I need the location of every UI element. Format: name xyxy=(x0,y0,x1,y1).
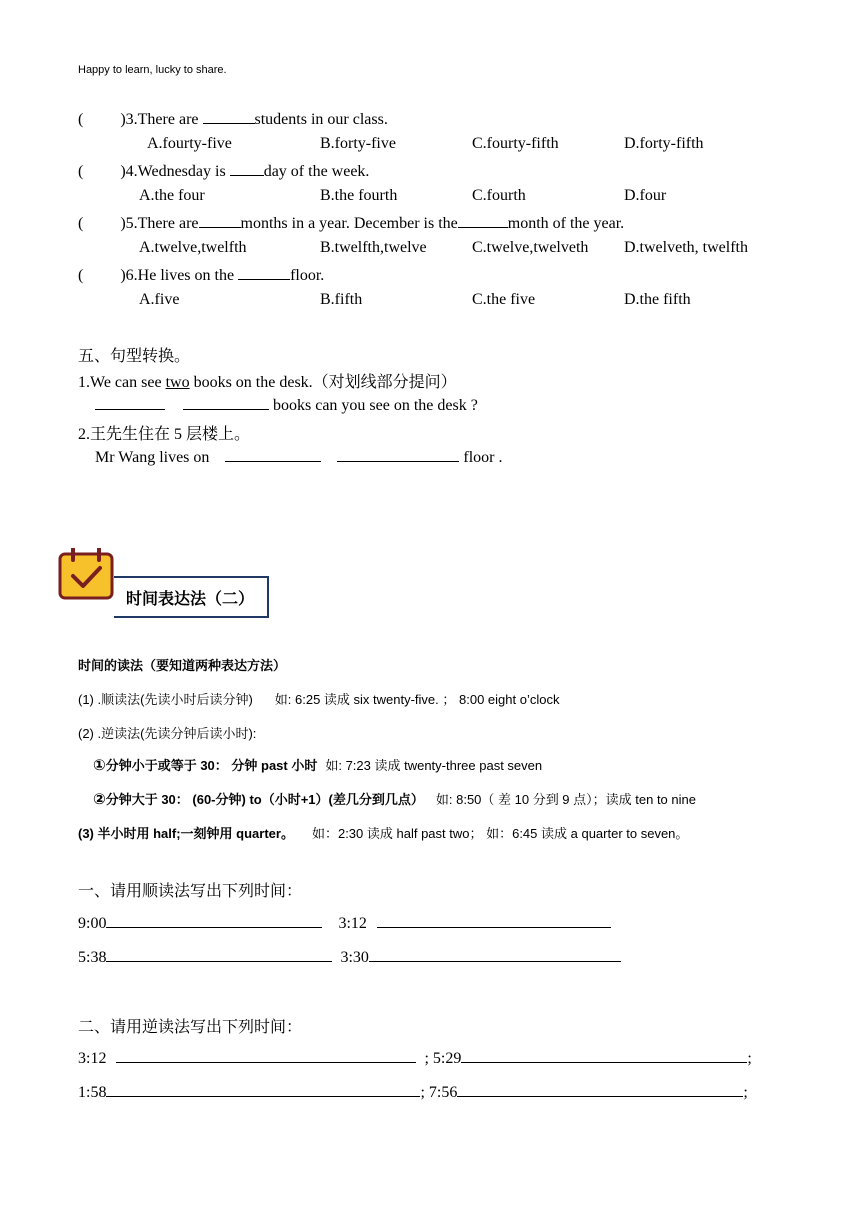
answer-paren-open: ( xyxy=(78,215,84,232)
page-header: Happy to learn, lucky to share. xyxy=(78,64,227,76)
answer-blank[interactable] xyxy=(377,913,611,928)
transform-q1-text: 1.We can see xyxy=(78,374,166,391)
question-stem: floor. xyxy=(290,267,325,284)
rule-example: 如：2:30 读成 half past two； 如：6:45 读成 a quarter to seven。 xyxy=(311,826,689,841)
transform-q2-answer-line xyxy=(95,447,503,467)
time-label: 3:12 xyxy=(338,915,367,932)
transform-q1-text: books can you see on the desk ? xyxy=(273,397,478,414)
answer-blank[interactable] xyxy=(369,947,621,962)
question-stem: 4.Wednesday is xyxy=(125,163,230,180)
answer-blank[interactable] xyxy=(461,1048,747,1063)
rule-text: (1) .顺读法(先读小时后读分钟) xyxy=(78,692,253,707)
option-c: C.the five xyxy=(472,291,536,308)
answer-blank[interactable] xyxy=(106,947,332,962)
transform-q2: 2.王先生住在 5 层楼上。 xyxy=(78,426,251,443)
fill-blank[interactable] xyxy=(230,161,264,176)
fill-blank[interactable] xyxy=(458,213,508,228)
option-b: B.forty-five xyxy=(320,135,396,152)
option-b: B.the fourth xyxy=(320,187,398,204)
time-label: 9:00 xyxy=(78,915,107,932)
rule-text: (3) 半小时用 half;一刻钟用 quarter。 xyxy=(78,826,294,841)
rule-text: 分钟小于或等于 30： 分钟 past 小时 xyxy=(105,758,318,773)
exercise-2-heading: 二、请用逆读法写出下列时间： xyxy=(78,1019,303,1036)
exercise-2-row-2 xyxy=(78,1082,748,1102)
fill-blank[interactable] xyxy=(238,265,290,280)
answer-paren-close: ) xyxy=(120,215,126,232)
rule-text: 分钟大于 30： (60-分钟) to（小时+1）(差几分到几点） xyxy=(105,792,424,807)
option-d: D.four xyxy=(624,187,667,204)
transform-q1-text: books on the desk.（对划线部分提问） xyxy=(189,374,457,391)
option-a: A.fourty-five xyxy=(147,135,232,152)
answer-blank[interactable] xyxy=(106,913,322,928)
answer-blank[interactable] xyxy=(116,1048,416,1063)
option-b: B.fifth xyxy=(320,291,363,308)
rule-example: 如: 8:50（ 差 10 分到 9 点）；读成 ten to nine xyxy=(435,792,696,807)
option-c: C.fourty-fifth xyxy=(472,135,559,152)
question-stem: months in a year. December is the xyxy=(240,215,458,232)
option-a: A.the four xyxy=(139,187,205,204)
transform-heading: 五、句型转换。 xyxy=(78,348,191,365)
time-label: ; 7:56 xyxy=(420,1084,458,1101)
time-label: ; 5:29 xyxy=(424,1050,462,1067)
question-6 xyxy=(78,265,324,285)
question-stem: 6.He lives on the xyxy=(125,267,239,284)
question-stem: month of the year. xyxy=(507,215,625,232)
fill-blank[interactable] xyxy=(337,447,459,462)
fill-blank[interactable] xyxy=(199,213,241,228)
question-stem: 5.There are xyxy=(125,215,199,232)
rule-3 xyxy=(78,823,688,842)
option-d: D.twelveth, twelfth xyxy=(624,239,748,256)
rule-2b xyxy=(93,789,696,808)
question-stem: students in our class. xyxy=(254,111,388,128)
exercise-1-row-1 xyxy=(78,913,611,933)
circled-number: ② xyxy=(93,790,106,808)
rule-example: 如: 7:23 读成 twenty-three past seven xyxy=(325,758,543,773)
semicolon: ; xyxy=(743,1084,748,1101)
answer-paren-open: ( xyxy=(78,111,84,128)
circled-number: ① xyxy=(93,756,106,774)
answer-blank[interactable] xyxy=(457,1082,743,1097)
question-4 xyxy=(78,161,369,181)
answer-paren-close: ) xyxy=(120,111,126,128)
question-stem: day of the week. xyxy=(263,163,370,180)
transform-q1-answer-line xyxy=(95,395,478,415)
answer-paren-close: ) xyxy=(120,267,126,284)
fill-blank[interactable] xyxy=(183,395,269,410)
rule-2a xyxy=(93,755,542,774)
question-5 xyxy=(78,213,624,233)
rule-2: (2) .逆读法(先读分钟后读小时): xyxy=(78,726,257,741)
rule-1 xyxy=(78,689,559,708)
option-a: A.five xyxy=(139,291,180,308)
answer-blank[interactable] xyxy=(106,1082,420,1097)
transform-q1 xyxy=(78,369,457,392)
answer-paren-open: ( xyxy=(78,267,84,284)
time-label: 3:30 xyxy=(340,949,369,966)
fill-blank[interactable] xyxy=(203,109,255,124)
fill-blank[interactable] xyxy=(225,447,321,462)
exercise-1-heading: 一、请用顺读法写出下列时间： xyxy=(78,883,303,900)
calendar-check-icon xyxy=(58,548,114,600)
option-d: D.the fifth xyxy=(624,291,691,308)
time-label: 1:58 xyxy=(78,1084,107,1101)
transform-q2-text: floor . xyxy=(463,449,503,466)
question-3 xyxy=(78,109,388,129)
time-label: 5:38 xyxy=(78,949,107,966)
semicolon: ; xyxy=(747,1050,752,1067)
exercise-1-row-2 xyxy=(78,947,621,967)
exercise-2-row-1 xyxy=(78,1048,752,1068)
rules-heading: 时间的读法（要知道两种表达方法） xyxy=(78,658,287,673)
section-title: 时间表达法（二） xyxy=(126,589,255,608)
answer-paren-open: ( xyxy=(78,163,84,180)
time-label: 3:12 xyxy=(78,1050,107,1067)
option-c: C.twelve,twelveth xyxy=(472,239,589,256)
option-d: D.forty-fifth xyxy=(624,135,704,152)
option-c: C.fourth xyxy=(472,187,526,204)
fill-blank[interactable] xyxy=(95,395,165,410)
question-stem: 3.There are xyxy=(125,111,203,128)
rule-example: 如: 6:25 读成 six twenty-five. ； 8:00 eight o’clock xyxy=(274,692,560,707)
option-a: A.twelve,twelfth xyxy=(139,239,247,256)
transform-q2-text: Mr Wang lives on xyxy=(95,449,210,466)
answer-paren-close: ) xyxy=(120,163,126,180)
underlined-word: two xyxy=(165,374,190,391)
option-b: B.twelfth,twelve xyxy=(320,239,427,256)
